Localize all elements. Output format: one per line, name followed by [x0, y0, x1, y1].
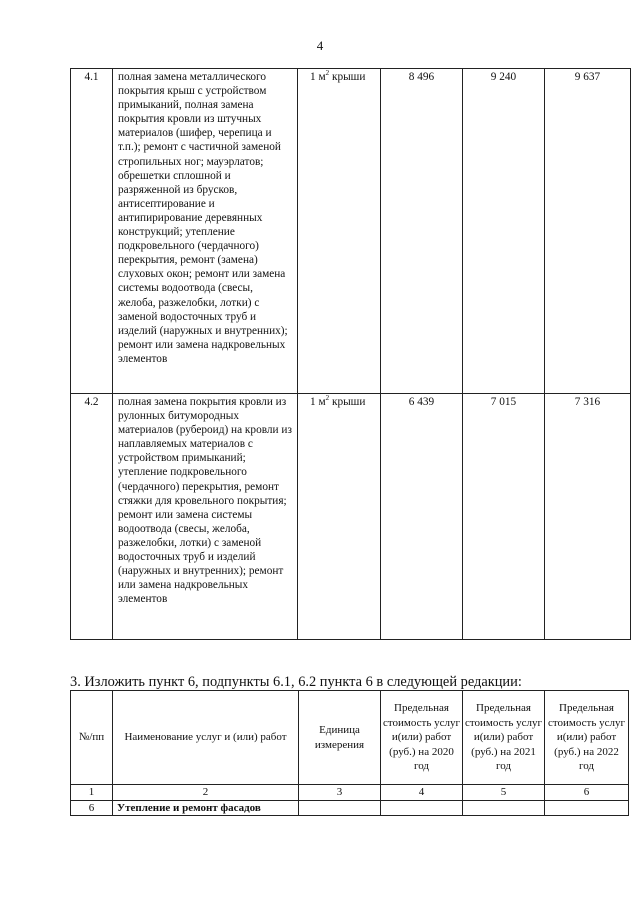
unit-suffix: крыши	[329, 396, 366, 408]
unit-exponent: 2	[325, 69, 330, 78]
index-cell: 5	[463, 785, 545, 801]
index-cell: 6	[545, 785, 629, 801]
header-row	[71, 691, 629, 785]
row-number: 6	[71, 800, 113, 816]
work-description: полная замена покрытия кровли из рулонных битумородных материалов (рубероид) на кровли из наплавляемых материалов с устройством примыканий; утепление подкровельного (чердачного) перекрытия, ремонт стяжки для кровельного покрытия; ремонт или замена системы водоотвода (свесы, желоба, разжелобки, лотки) с заменой водосточных труб и изделий (наружных и внутренних); ремонт или замена надкровельных элементов	[113, 394, 298, 640]
price-2021: 9 240	[463, 69, 545, 394]
work-description: полная замена металлического покрытия крыш с устройством примыканий, полная замена покрытия кровли из штучных материалов (шифер, черепица и т.п.); ремонт с частичной заменой стропильных ног; мауэрлатов; обрешетки сплошной и разряженной из брусков, антисептирование и антипирирование деревянных конструкций; утепление подкровельного (чердачного) перекрытия, ремонт (замена) слуховых окон; ремонт или замена системы водоотвода (свесы, желоба, разжелобки, лотки) с заменой водосточных труб и изделий (наружных и внутренних); ремонт или замена надкровельных элементов	[113, 69, 298, 394]
unit-cell	[299, 800, 381, 816]
price-2022: 9 637	[545, 69, 631, 394]
page-number: 4	[316, 38, 324, 53]
price-2021	[463, 800, 545, 816]
header-num: №/пп	[71, 691, 113, 785]
index-cell: 4	[381, 785, 463, 801]
roof-repair-table	[70, 68, 631, 640]
header-2021: Предельная стоимость услуг и(или) работ (руб.) на 2021 год	[463, 691, 545, 785]
price-2020: 6 439	[381, 394, 463, 640]
table-row	[71, 800, 629, 816]
unit-text: 1 м	[310, 71, 326, 83]
price-2021: 7 015	[463, 394, 545, 640]
unit-suffix: крыши	[329, 71, 366, 83]
unit-exponent: 2	[325, 394, 330, 403]
facade-table	[70, 690, 629, 816]
index-row	[71, 785, 629, 801]
unit-text: 1 м	[310, 396, 326, 408]
header-name: Наименование услуг и (или) работ	[113, 691, 299, 785]
header-2022: Предельная стоимость услуг и(или) работ (руб.) на 2022 год	[545, 691, 629, 785]
row-number: 4.2	[71, 394, 113, 640]
index-cell: 1	[71, 785, 113, 801]
index-cell: 2	[113, 785, 299, 801]
price-2020: 8 496	[381, 69, 463, 394]
price-2022	[545, 800, 629, 816]
unit-cell	[298, 394, 381, 640]
index-cell: 3	[299, 785, 381, 801]
header-2020: Предельная стоимость услуг и(или) работ (руб.) на 2020 год	[381, 691, 463, 785]
unit-cell	[298, 69, 381, 394]
table-row	[71, 69, 631, 394]
price-2022: 7 316	[545, 394, 631, 640]
header-unit: Единица измерения	[299, 691, 381, 785]
section-heading: 3. Изложить пункт 6, подпункты 6.1, 6.2 пункта 6 в следующей редакции:	[70, 674, 522, 690]
row-number: 4.1	[71, 69, 113, 394]
service-name: Утепление и ремонт фасадов	[113, 800, 299, 816]
table-row	[71, 394, 631, 640]
price-2020	[381, 800, 463, 816]
